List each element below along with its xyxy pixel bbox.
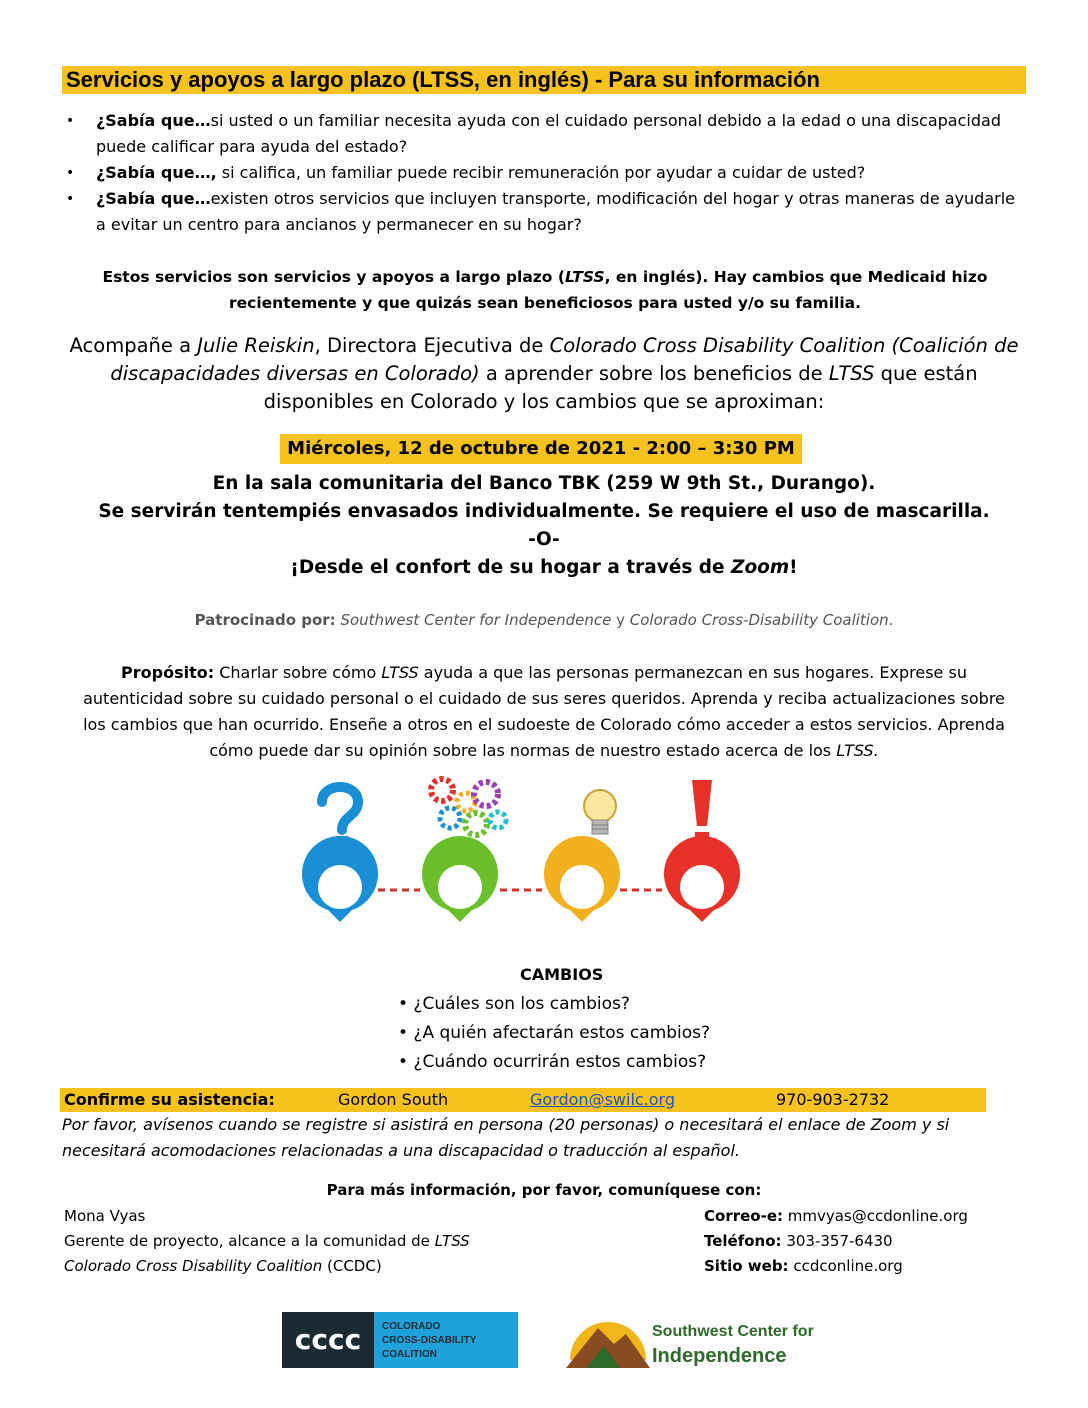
venue-zoom: ¡Desde el confort de su hogar a través de Zoom! <box>290 557 798 578</box>
contact-email: Correo-e: mmvyas@ccdonline.org <box>704 1207 968 1225</box>
ccdc-text-line: COLORADO <box>382 1321 441 1332</box>
ccdc-logo <box>282 1312 518 1368</box>
invitation-paragraph: Acompañe a Julie Reiskin, Directora Ejecutiva de Colorado Cross Disability Coalition (Coalición de discapacidades diversas en Colorado) a aprender sobre los beneficios de LTSS que están disponibles en Colorado y los cambios que se aproximan: <box>69 334 1019 413</box>
rsvp-phone: 970-903-2732 <box>776 1090 890 1109</box>
changes-heading: CAMBIOS <box>520 965 604 984</box>
list-item: • ¿Cuándo ocurrirán estos cambios? <box>398 1052 707 1072</box>
swcil-name-line: Independence <box>652 1345 787 1367</box>
contact-person <box>64 1204 470 1279</box>
swcil-name-line: Southwest Center for <box>652 1323 814 1340</box>
contact-name: Mona Vyas <box>64 1207 146 1225</box>
rsvp-label: Confirme su asistencia: <box>64 1090 275 1109</box>
contact-heading: Para más información, por favor, comuníquese con: <box>326 1181 762 1199</box>
bullet-text: si usted o un familiar necesita ayuda con el cuidado personal debido a la edad o una discapacidad puede calificar para ayuda del estado? <box>96 111 1001 156</box>
contact-details <box>704 1204 968 1279</box>
list-item: • ¿Cuáles son los cambios? <box>398 994 630 1014</box>
purpose-paragraph: Propósito: Charlar sobre cómo LTSS ayuda a que las personas permanezcan en sus hogares. Exprese su autenticidad sobre su cuidado personal o el cuidado de sus seres queridos. Aprenda y reciba actualizaciones sobre los cambios que han ocurrido. Enseñe a otros en el sudoeste de Colorado cómo acceder a estos servicios. Aprenda cómo puede dar su opinión sobre las normas de nuestro estado acerca de los LTSS. <box>83 663 1005 760</box>
contact-org: Colorado Cross Disability Coalition (CCDC) <box>64 1257 382 1275</box>
list-item: • ¿Sabía que…, si califica, un familiar puede recibir remuneración por ayudar a cuidar de usted? <box>66 163 866 182</box>
rsvp-contact-name: Gordon South <box>338 1090 449 1109</box>
yellow-pin <box>544 836 620 922</box>
bullet-lead: ¿Sabía que…, <box>96 163 217 182</box>
contact-website: Sitio web: ccdconline.org <box>704 1257 903 1275</box>
sponsor-line: Patrocinado por: Southwest Center for Independence y Colorado Cross-Disability Coalition. <box>194 611 894 629</box>
green-pin <box>422 836 498 922</box>
rsvp-email-link[interactable]: Gordon@swilc.org <box>530 1090 676 1109</box>
changes-list <box>398 990 710 1077</box>
intro-paragraph: Estos servicios son servicios y apoyos a largo plazo (LTSS, en inglés). Hay cambios que Medicaid hizo recientemente y que quizás sean beneficiosos para usted y/o su familia. <box>102 268 988 312</box>
gears-icon <box>431 779 506 835</box>
process-graphic <box>290 772 790 977</box>
bullet-text: existen otros servicios que incluyen transporte, modificación del hogar y otras maneras de ayudarle a evitar un centro para ancianos y permanecer en su hogar? <box>96 189 1015 234</box>
venue-notes: Se servirán tentempiés envasados individualmente. Se requiere el uso de mascarilla. <box>98 501 990 522</box>
event-date: Miércoles, 12 de octubre de 2021 - 2:00 – 3:30 PM <box>287 438 795 459</box>
ccdc-mark: cccc <box>294 1323 362 1356</box>
contact-phone: Teléfono: 303-357-6430 <box>704 1232 893 1250</box>
blue-pin <box>302 836 378 922</box>
exclamation-icon <box>692 780 712 845</box>
contact-role: Gerente de proyecto, alcance a la comunidad de LTSS <box>64 1232 470 1250</box>
bullet-lead: ¿Sabía que… <box>96 189 211 208</box>
venue-block <box>60 470 1028 582</box>
list-item: • ¿Sabía que…existen otros servicios que incluyen transporte, modificación del hogar y otras maneras de ayudarle a evitar un centro para ancianos y permanecer en su hogar? <box>66 189 1015 234</box>
rsvp-note: Por favor, avísenos cuando se registre si asistirá en persona (20 personas) o necesitará el enlace de Zoom y si necesitará acomodaciones relacionadas a una discapacidad o traducción al español. <box>62 1115 950 1160</box>
bullet-lead: ¿Sabía que… <box>96 111 211 130</box>
lightbulb-icon <box>584 790 616 834</box>
red-pin <box>664 836 740 922</box>
list-item: • ¿Sabía que…si usted o un familiar necesita ayuda con el cuidado personal debido a la edad o una discapacidad puede calificar para ayuda del estado? <box>66 111 1001 156</box>
ccdc-text-line: CROSS-DISABILITY <box>382 1335 477 1346</box>
did-you-know-list <box>64 108 1024 238</box>
ccdc-text-line: COALITION <box>382 1349 437 1360</box>
bullet-text: si califica, un familiar puede recibir remuneración por ayudar a cuidar de usted? <box>216 163 866 182</box>
page-title: Servicios y apoyos a largo plazo (LTSS, en inglés) - Para su información <box>66 67 820 92</box>
venue-or: -O- <box>528 529 560 550</box>
list-item: • ¿A quién afectarán estos cambios? <box>398 1023 711 1043</box>
swcil-logo <box>564 1312 824 1368</box>
venue-location: En la sala comunitaria del Banco TBK (259 W 9th St., Durango). <box>212 473 876 494</box>
